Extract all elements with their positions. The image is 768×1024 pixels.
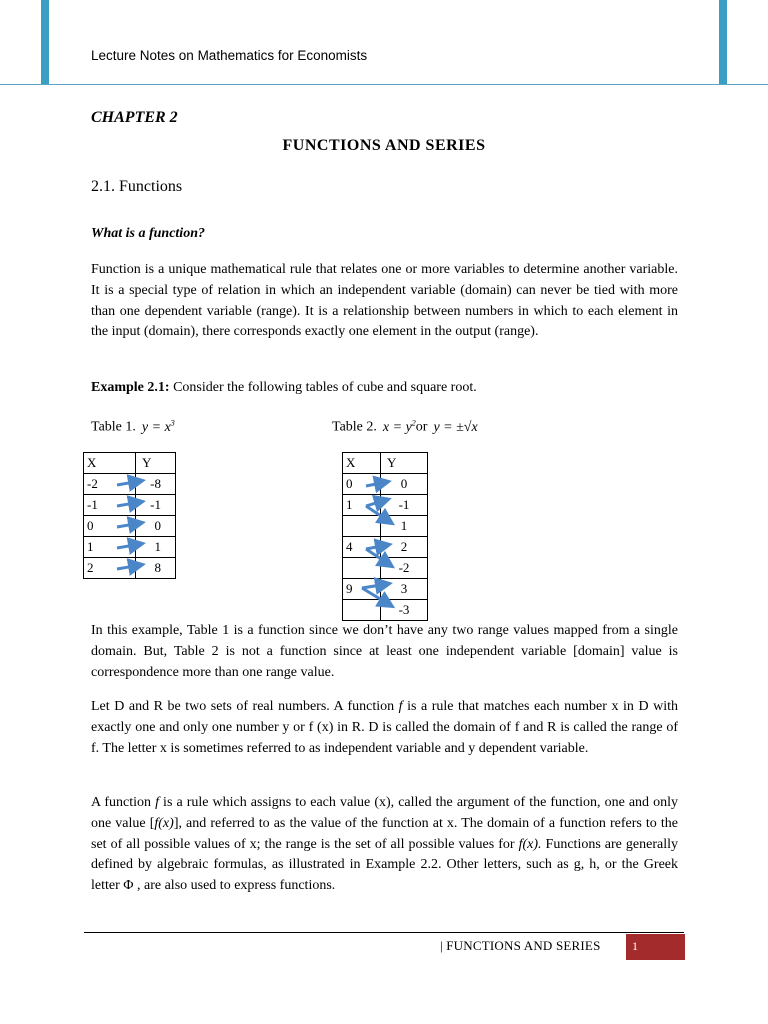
- text-span: Functions are generally defined by algebraic formulas, as illustrated in Example 2.2. Other letters, such as g, h, or the Greek letter: [91, 836, 678, 894]
- table-cell: [343, 558, 381, 579]
- table1-formula: [142, 420, 175, 435]
- table-row: [343, 495, 428, 516]
- table-cell: 1: [136, 537, 176, 558]
- table2-caption-label: Table 2.: [332, 419, 377, 435]
- italic-f: f: [398, 699, 403, 714]
- table2-formula-a-exp: 2: [411, 418, 416, 427]
- table-cell: 1: [343, 495, 381, 516]
- table-header-cell: Y: [136, 453, 176, 474]
- section-heading: 2.1. Functions: [91, 178, 183, 195]
- table-cell: 4: [343, 537, 381, 558]
- table1-caption: [91, 418, 175, 436]
- italic-f: f: [155, 795, 159, 810]
- table2-formula-a: [383, 420, 416, 435]
- table-cell: 8: [136, 558, 176, 579]
- paragraph-intro: Function is a unique mathematical rule that relates one or more variables to determine another variable. It is a special type of relation in which an independent variable (domain) can never be tied with more than one dependent variable (range). It is a relationship between numbers in which to each element in the input (domain), there corresponds exactly one element in the output (range).: [91, 262, 678, 340]
- table-cell: 0: [84, 516, 136, 537]
- table-cell: -2: [381, 558, 428, 579]
- italic-fx: f(x): [154, 815, 174, 831]
- table-row: [84, 558, 176, 579]
- footer-divider: [84, 932, 684, 933]
- paragraph-definition: [91, 697, 678, 759]
- table-cell: 1: [84, 537, 136, 558]
- text-span: ], and referred to as the value of the function at x. The domain of a function refers to the set of all possible values of x; the range is the set of all possible values for: [91, 815, 678, 852]
- example-text: Consider the following tables of cube and square root.: [169, 380, 477, 395]
- page-number-badge: 1: [626, 934, 685, 960]
- table-header-cell: X: [343, 453, 381, 474]
- table-row: [343, 474, 428, 495]
- table-cell: 1: [381, 516, 428, 537]
- text-span: A function: [91, 795, 156, 810]
- table-cell: -3: [381, 600, 428, 621]
- table-header-row: [84, 453, 176, 474]
- table-row: [84, 537, 176, 558]
- table-row: [343, 558, 428, 579]
- table-cell: [343, 600, 381, 621]
- table-cell: 0: [136, 516, 176, 537]
- table-header-cell: Y: [381, 453, 428, 474]
- italic-fx: f(x).: [518, 836, 542, 852]
- chapter-label: CHAPTER 2: [91, 109, 178, 126]
- text-span: , are also used to express functions.: [133, 878, 336, 894]
- table1-caption-label: Table 1.: [91, 419, 136, 435]
- text-span: Let D and R be two sets of real numbers. A function: [91, 699, 399, 714]
- table-cell: 9: [343, 579, 381, 600]
- table-cell: -2: [84, 474, 136, 495]
- table2-caption: [332, 418, 478, 436]
- table2-formula-b: y = ±√x: [433, 419, 478, 435]
- example-label: Example 2.1:: [91, 380, 170, 395]
- paragraph-table-explanation: In this example, Table 1 is a function since we don’t have any two range values mapped from a single domain. But, Table 2 is not a function since at least one independent variable [domain] value is correspondence more than one range value.: [91, 623, 678, 680]
- table-cell: 2: [381, 537, 428, 558]
- table-cell: -1: [136, 495, 176, 516]
- table2-formula-or: or: [415, 419, 428, 435]
- table-cell: -8: [136, 474, 176, 495]
- phi-symbol: Φ: [123, 878, 134, 894]
- table-row: [343, 600, 428, 621]
- table1-cube: [83, 452, 176, 579]
- table-row: [343, 579, 428, 600]
- right-accent-bar: [719, 0, 727, 84]
- table1-formula-base: y = x: [141, 419, 171, 435]
- table-row: [84, 516, 176, 537]
- example-paragraph: [91, 378, 678, 399]
- table-row: [343, 516, 428, 537]
- table-header-row: [343, 453, 428, 474]
- text-span: is a rule that matches each number x in D with exactly one and only one number y or f (x) in R. D is called the domain of f and R is called the range of f. The letter x is sometimes referred to as independent variable and y dependent variable.: [91, 699, 678, 756]
- table-cell: 3: [381, 579, 428, 600]
- table1-formula-exp: 3: [170, 418, 175, 427]
- table-row: [84, 474, 176, 495]
- table-cell: 0: [343, 474, 381, 495]
- left-accent-bar: [41, 0, 49, 84]
- table2-formula-a-base: x = y: [382, 419, 412, 435]
- table-cell: 2: [84, 558, 136, 579]
- running-header: Lecture Notes on Mathematics for Economists: [91, 48, 368, 63]
- footer-label: | FUNCTIONS AND SERIES: [440, 938, 601, 953]
- paragraph-function-rule: [91, 793, 678, 897]
- text-span: is a rule which assigns to each value (x), called the argument of the function, one and only one value [: [91, 795, 679, 831]
- table-row: [343, 537, 428, 558]
- table-header-cell: X: [84, 453, 136, 474]
- table-row: [84, 495, 176, 516]
- table-cell: -1: [381, 495, 428, 516]
- chapter-title: FUNCTIONS AND SERIES: [282, 137, 486, 154]
- subheading-question: What is a function?: [91, 226, 205, 241]
- table-cell: -1: [84, 495, 136, 516]
- header-divider: [0, 84, 768, 85]
- table-cell: 0: [381, 474, 428, 495]
- table-cell: [343, 516, 381, 537]
- table2-square-root: [342, 452, 428, 621]
